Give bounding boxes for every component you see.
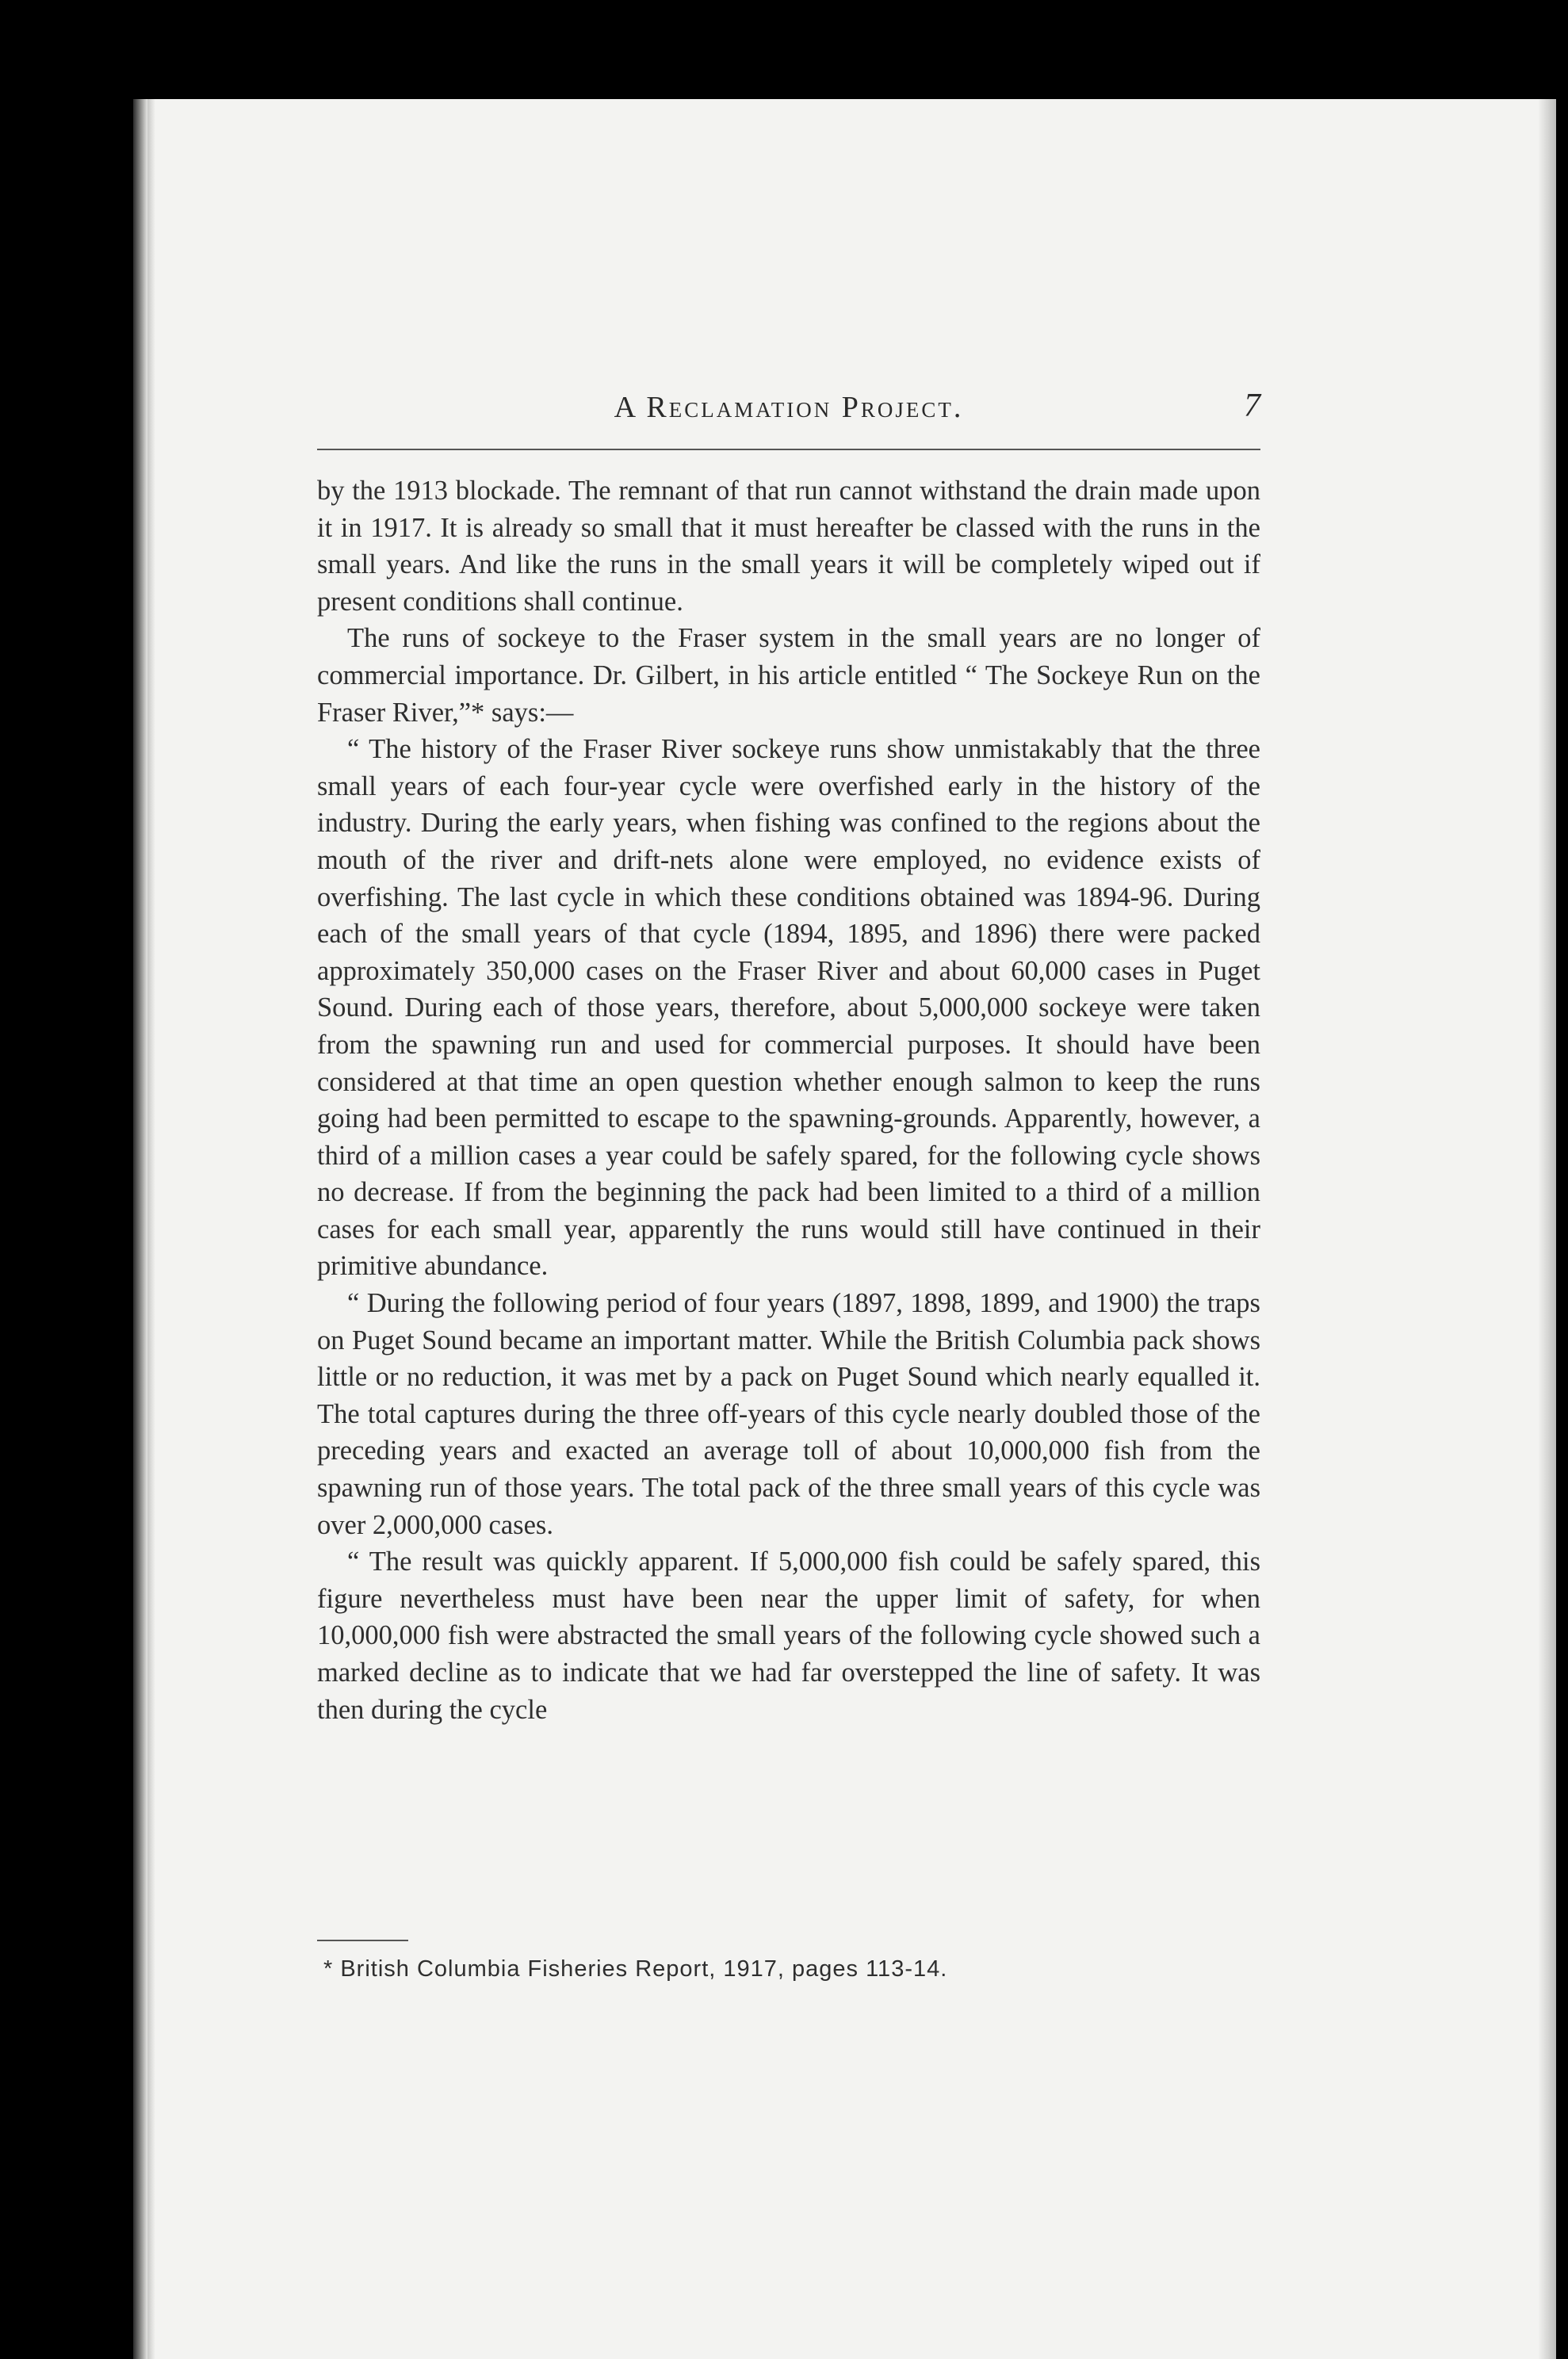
- paragraph: “ The history of the Fraser River sockeye runs show unmistakably that the three small years of each four-year cycle were overfished early in the history of the industry. During the early years, when fishing was confined to the regions about the mouth of the river and drift-nets alone were employed, no evidence exists of overfishing. The last cycle in which these conditions obtained was 1894-96. During each of the small years of that cycle (1894, 1895, and 1896) there were packed approximately 350,000 cases on the Fraser River and about 60,000 cases in Puget Sound. During each of those years, therefore, about 5,000,000 sockeye were taken from the spawning run and used for commercial purposes. It should have been considered at that time an open question whether enough salmon to keep the runs going had been permitted to escape to the spawning-grounds. Apparently, however, a third of a million cases a year could be safely spared, for the following cycle shows no decrease. If from the beginning the pack had been limited to a third of a million cases for each small year, apparently the runs would still have continued in their primitive abundance.: [317, 734, 1260, 1282]
- page-number: 7: [1244, 388, 1260, 424]
- page-spine-shadow: [133, 99, 147, 2359]
- footnote: * British Columbia Fisheries Report, 1917, pages 113-14.: [323, 1956, 948, 1982]
- paragraph: The runs of sockeye to the Fraser system in the small years are no longer of commercial importance. Dr. Gilbert, in his article entitled “ The Sockeye Run on the Fraser River,”* says:—: [317, 623, 1260, 728]
- paragraph: “ During the following period of four years (1897, 1898, 1899, and 1900) the traps on Puget Sound became an important matter. While the British Columbia pack shows little or no reduction, it was met by a pack on Puget Sound which nearly equalled it. The total captures during the three off-years of this cycle nearly doubled those of the preceding years and exacted an average toll of about 10,000,000 fish from the spawning run of those years. The total pack of the three small years of this cycle was over 2,000,000 cases.: [317, 1288, 1260, 1540]
- page-header: [317, 382, 1260, 445]
- body-text: [317, 472, 1260, 1728]
- header-rule: [317, 449, 1260, 450]
- running-title: A Reclamation Project.: [614, 391, 964, 424]
- page-gutter: [147, 99, 155, 2359]
- paragraph: by the 1913 blockade. The remnant of that run cannot withstand the drain made upon it in 1917. It is already so small that it must hereafter be classed with the runs in the small years. And like the runs in the small years it will be completely wiped out if present conditions shall continue.: [317, 476, 1260, 617]
- footnote-rule: [317, 1940, 408, 1941]
- paragraph: “ The result was quickly apparent. If 5,000,000 fish could be safely spared, this figure nevertheless must have been near the upper limit of safety, for when 10,000,000 fish were abstracted the small years of the following cycle showed such a marked decline as to indicate that we had far overstepped the line of safety. It was then during the cycle: [317, 1547, 1260, 1725]
- page-edge-shadow: [1538, 99, 1556, 2359]
